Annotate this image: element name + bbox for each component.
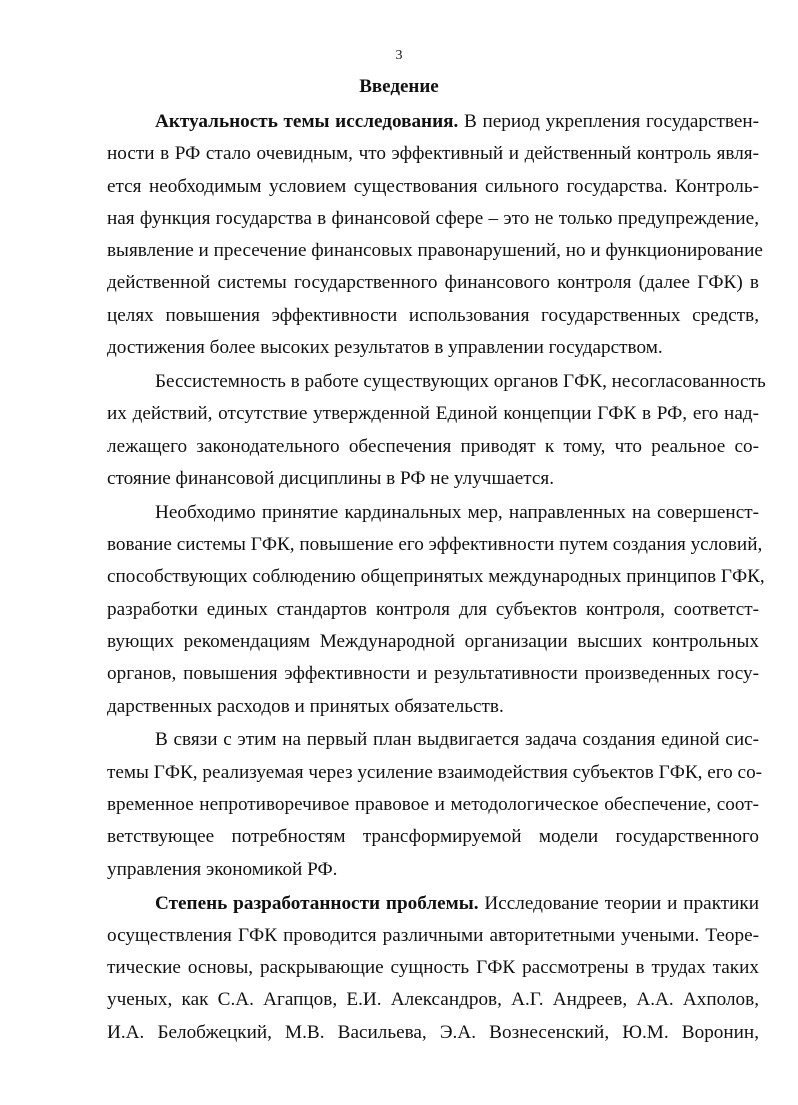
text-line: временное непротиворечивое правовое и методологическое обеспечение, соот- (107, 794, 759, 816)
text-line: органов, повышения эффективности и результативности произведенных госу- (107, 663, 759, 685)
paragraph-relevance (107, 106, 763, 364)
text-line: стояние финансовой дисциплины в РФ не улучшается. (107, 467, 555, 489)
section-title: Введение (359, 76, 439, 97)
text-line: ветствующее потребностям трансформируемой модели государственного (107, 826, 759, 848)
text-line: ученых, как С.А. Агапцов, Е.И. Александров, А.Г. Андреев, А.А. Ахполов, (107, 989, 759, 1011)
text-line: вующих рекомендациям Международной организации высших контрольных (107, 630, 759, 652)
text-line: достижения более высоких результатов в управлении государством. (107, 337, 663, 359)
text-line: В связи с этим на первый план выдвигается задача создания единой сис- (155, 729, 759, 751)
text-line: И.А. Белобжецкий, М.В. Васильева, Э.А. Вознесенский, Ю.М. Воронин, (107, 1021, 759, 1043)
text-line: Необходимо принятие кардинальных мер, направленных на совершенст- (155, 501, 759, 523)
text-line: темы ГФК, реализуемая через усиление взаимодействия субъектов ГФК, его со- (107, 761, 763, 783)
paragraph-task (107, 724, 763, 885)
paragraph-development-degree (107, 888, 759, 1049)
text-line: Актуальность темы исследования. В период укрепления государствен- (155, 111, 759, 132)
text-line: разработки единых стандартов контроля для субъектов контроля, соответст- (107, 598, 759, 620)
text-line: ности в РФ стало очевидным, что эффективный и действенный контроль явля- (107, 143, 759, 165)
text-line: тические основы, раскрывающие сущность ГФК рассмотрены в трудах таких (107, 957, 759, 979)
text-line: действенной системы государственного финансового контроля (далее ГФК) в (107, 272, 759, 294)
text-line: способствующих соблюдению общепринятых международных принципов ГФК, (107, 566, 765, 588)
paragraph-heading: Степень разработанности проблемы. (155, 892, 479, 914)
text-line: вование системы ГФК, повышение его эффективности путем создания условий, (107, 534, 763, 556)
body-text (107, 106, 766, 1049)
page-number: 3 (395, 48, 403, 63)
text-line: ется необходимым условием существования сильного государства. Контроль- (107, 175, 759, 197)
text-line: ная функция государства в финансовой сфере – это не только предупреждение, (107, 207, 759, 229)
text-line: дарственных расходов и принятых обязательств. (107, 695, 504, 717)
text-line: целях повышения эффективности использования государственных средств, (107, 304, 759, 326)
text-line: Бессистемность в работе существующих органов ГФК, несогласованность (155, 370, 766, 392)
paragraph-measures (107, 497, 765, 723)
text-line: лежащего законодательного обеспечения приводят к тому, что реальное со- (107, 435, 759, 457)
text-line: Степень разработанности проблемы. Исследование теории и практики (155, 892, 760, 914)
paragraph-unsystematic (107, 366, 766, 495)
paragraph-heading: Актуальность темы исследования. (155, 111, 459, 132)
text-line: управления экономикой РФ. (107, 858, 338, 880)
text-line: их действий, отсутствие утвержденной Единой концепции ГФК в РФ, его над- (107, 403, 759, 425)
text-line: осуществления ГФК проводится различными авторитетными учеными. Теоре- (107, 924, 759, 946)
text-line: выявление и пресечение финансовых правонарушений, но и функционирование (107, 240, 763, 262)
